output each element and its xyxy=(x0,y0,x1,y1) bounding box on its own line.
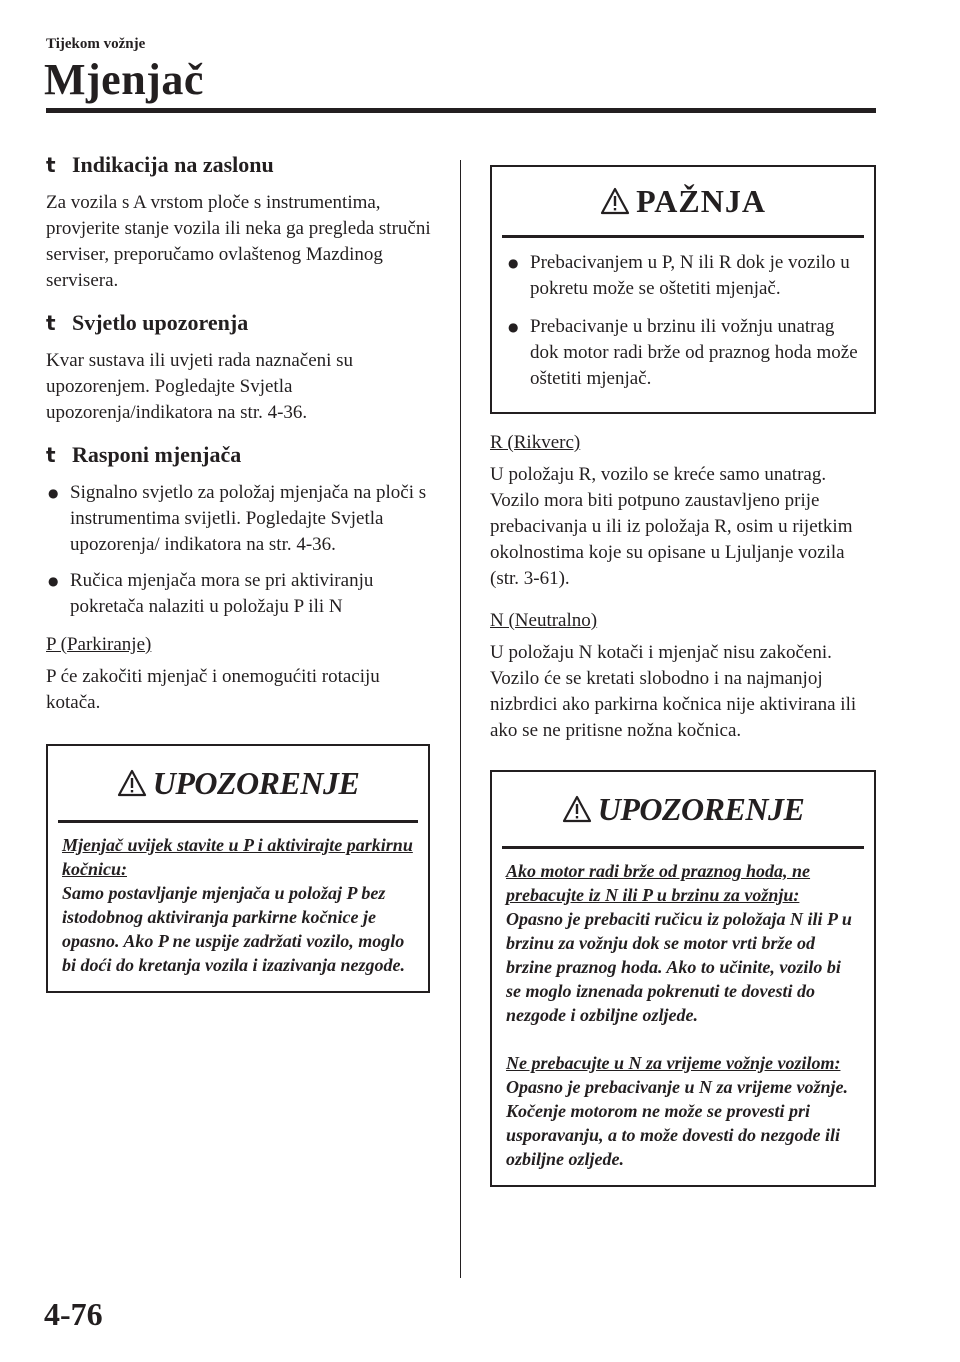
caution-body xyxy=(502,235,864,412)
list-item: ● Signalno svjetlo za položaj mjenjača na ploči s instrumentima svijetli. Pogledajte Svjetla upozorenja/ indikatora na str. 4-36. xyxy=(46,480,436,558)
left-column xyxy=(46,152,436,993)
caution-header xyxy=(492,167,874,235)
list-item: ● Prebacivanje u brzinu ili vožnju unatrag dok motor radi brže od praznog hoda može oštetiti mjenjač. xyxy=(506,314,860,392)
page-title: Mjenjač xyxy=(44,55,204,104)
heading-svjetlo: t Svjetlo upozorenja xyxy=(46,310,249,335)
section-bullet-icon: t xyxy=(46,153,56,177)
warning-text: Opasno je prebacivanje u N za vrijeme vožnje. Kočenje motorom ne može se provesti pri usporavanju, a to može dovesti do nezgode ili ozbiljne ozljede. xyxy=(506,1077,848,1169)
warning-header xyxy=(48,746,428,820)
warning-underline: Ako motor radi brže od praznog hoda, ne prebacujte iz N ili P u brzinu za vožnju: xyxy=(506,861,811,905)
column-divider xyxy=(460,160,461,1278)
caution-list xyxy=(506,250,860,392)
page-number: 4-76 xyxy=(44,1296,103,1332)
list-item: ● Ručica mjenjača mora se pri aktiviranju pokretača nalaziti u položaju P ili N xyxy=(46,568,436,620)
warning-text: Opasno je prebaciti ručicu iz položaja N ili P u brzinu za vožnju dok se motor vrti brže od brzine praznog hoda. Ako to učinite, vozilo bi se moglo iznenada pokrenuti te dovesti do nezgode i ozbiljne ozljede. xyxy=(506,909,852,1025)
paragraph-r: U položaju R, vozilo se kreće samo unatrag. Vozilo mora biti potpuno zaustavljeno prije prebacivanja u ili iz položaja R, osim u rijetkim okolnostima koje su opisane u Ljuljanje vozila (str. 3-61). xyxy=(490,464,853,589)
paragraph-n: U položaju N kotači i mjenjač nisu zakočeni. Vozilo će se kretati slobodno i na najmanjoj nizbrdici ako parkirna kočnica nije aktivirana ili ako se ne pritisne nožna kočnica. xyxy=(490,642,857,741)
rasponi-list xyxy=(46,480,436,620)
subhead-p: P (Parkiranje) xyxy=(46,634,152,655)
warning-underline: Ne prebacujte u N za vrijeme vožnje vozilom: xyxy=(506,1053,841,1073)
right-column xyxy=(490,165,876,1187)
section-bullet-icon: t xyxy=(46,443,56,467)
list-item: ● Prebacivanjem u P, N ili R dok je vozilo u pokretu može se oštetiti mjenjač. xyxy=(506,250,860,302)
warning-underline: Mjenjač uvijek stavite u P i aktivirajte parkirnu kočnicu: xyxy=(62,835,413,879)
paragraph-svjetlo: Kvar sustava ili uvjeti rada naznačeni su upozorenjem. Pogledajte Svjetla upozorenja/indikatora na str. 4-36. xyxy=(46,350,354,423)
warning-body xyxy=(58,820,418,991)
warning-text: Samo postavljanje mjenjača u položaj P bez istodobnog aktiviranja parkirne kočnice je opasno. Ako P ne uspije zadržati vozilo, moglo bi doći do kretanja vozila i izazivanja nezgode. xyxy=(62,883,406,975)
heading-rasponi: t Rasponi mjenjača xyxy=(46,442,242,467)
paragraph-p: P će zakočiti mjenjač i onemogućiti rotaciju kotača. xyxy=(46,666,380,713)
caution-title: PAŽNJA xyxy=(636,182,766,219)
subhead-n: N (Neutralno) xyxy=(490,610,598,631)
warning-box-right xyxy=(490,770,876,1187)
warning-triangle-icon xyxy=(117,769,147,797)
subhead-r: R (Rikverc) xyxy=(490,432,581,453)
warning-header xyxy=(492,772,874,846)
paragraph-indikacija: Za vozila s A vrstom ploče s instrumentima, provjerite stanje vozila ili neka ga pregleda stručni serviser, preporučamo ovlaštenog Mazdinog servisera. xyxy=(46,192,431,291)
heading-indikacija: t Indikacija na zaslonu xyxy=(46,152,274,177)
section-label: Tijekom vožnje xyxy=(46,36,146,52)
caution-box xyxy=(490,165,876,414)
title-rule xyxy=(46,108,876,113)
warning-triangle-icon xyxy=(562,795,592,823)
section-bullet-icon: t xyxy=(46,311,56,335)
warning-triangle-icon xyxy=(600,187,630,215)
warning-title: UPOZORENJE xyxy=(152,764,360,801)
warning-title: UPOZORENJE xyxy=(597,790,805,827)
warning-box-left xyxy=(46,744,430,993)
warning-body xyxy=(502,846,864,1185)
